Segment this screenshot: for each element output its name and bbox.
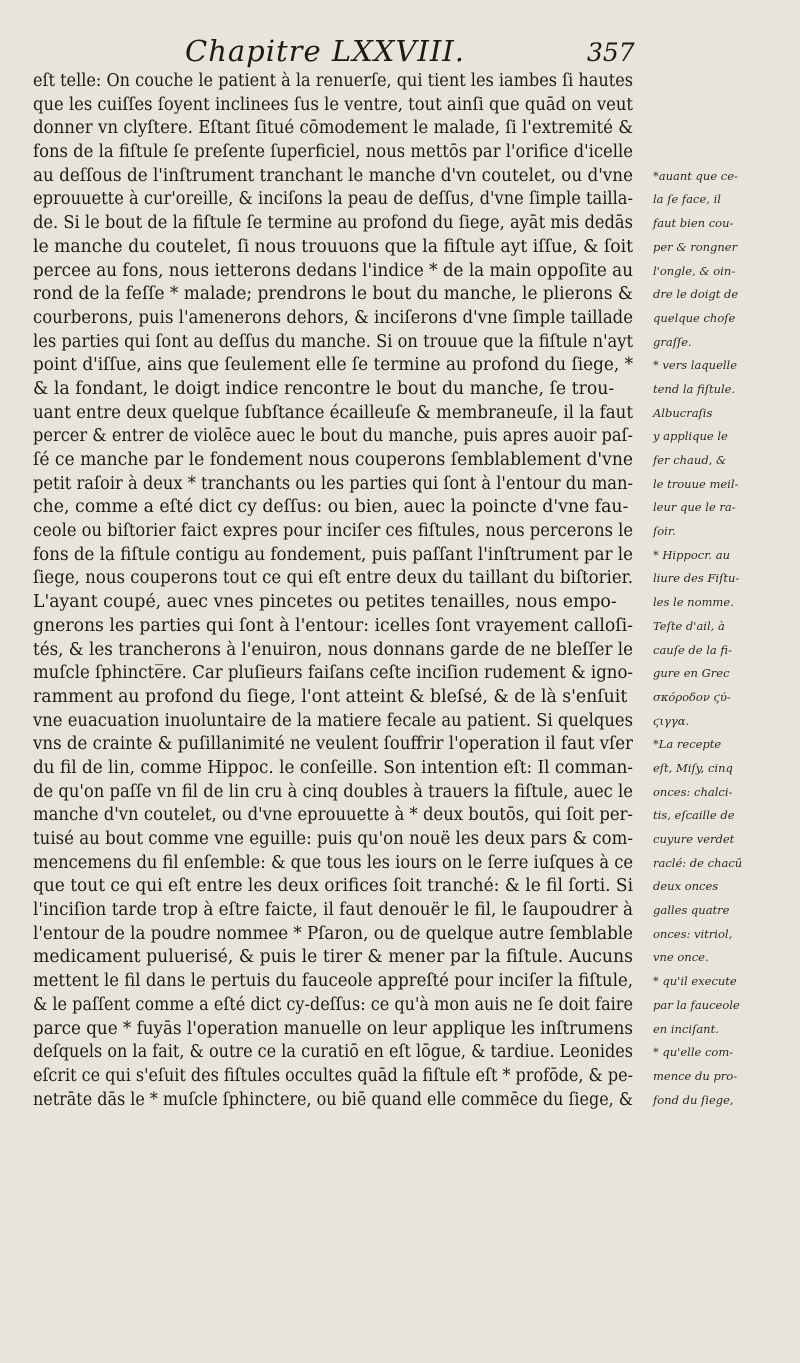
main-text: vns de crainte & puſillanimité ne veulent ſouffrir l'operation il faut vſer: [33, 734, 633, 755]
main-text: ceole ou biſtorier faict expres pour inciſer ces fiſtules, nous percerons le: [33, 521, 633, 542]
margin-note: deux onces: [653, 879, 719, 894]
main-text: courberons, puis l'amenerons dehors, & inciſerons d'vne ſimple taillade: [33, 307, 633, 328]
main-text: ſiege, nous couperons tout ce qui eſt entre deux du taillant du biſtorier.: [33, 568, 633, 589]
main-text: parce que * fuyās l'operation manuelle on leur applique les inſtrumens: [33, 1018, 633, 1039]
main-text: L'ayant coupé, auec vnes pincetes ou petites tenailles, nous empo-: [33, 592, 617, 613]
margin-note: faut bien cou-: [653, 216, 734, 231]
main-text: mettent le fil dans le pertuis du fauceole appreſté pour inciſer la fiſtule,: [33, 971, 633, 992]
text-line: [33, 875, 798, 899]
margin-note: leur que le ra-: [653, 500, 736, 515]
main-text: du fil de lin, comme Hippoc. le conſeille. Son intention eſt: Il comman-: [33, 757, 633, 778]
margin-note: liure des Fiſtu-: [653, 571, 740, 586]
text-line: [33, 923, 798, 947]
text-line: [33, 899, 798, 923]
text-line: [33, 188, 798, 212]
text-line: [33, 94, 798, 118]
text-line: [33, 567, 798, 591]
margin-note: *La recepte: [653, 737, 722, 752]
text-line: [33, 946, 798, 970]
margin-note: * vers laquelle: [653, 358, 738, 373]
margin-note: onces: vitriol,: [653, 926, 733, 941]
main-text: point d'iſſue, ains que ſeulement elle ſe termine au profond du ſiege, *: [33, 355, 633, 376]
main-text: donner vn clyſtere. Eſtant ſitué cōmodement le malade, ſi l'extremité &: [33, 118, 633, 139]
text-line: [33, 757, 798, 781]
margin-note: les le nomme.: [653, 595, 734, 610]
chapter-title: Chapitre LXXVIII.: [185, 34, 465, 68]
text-line: [33, 615, 798, 639]
main-text: manche d'vn coutelet, ou d'vne eprouuette à * deux boutōs, qui ſoit per-: [33, 805, 633, 826]
text-line: [33, 402, 798, 426]
main-text: de. Si le bout de la fiſtule ſe termine au profond du ſiege, ayāt mis dedās: [33, 213, 633, 234]
text-line: [33, 378, 798, 402]
text-line: [33, 1041, 798, 1065]
text-line: [33, 686, 798, 710]
main-text: que les cuiſſes ſoyent inclinees ſus le ventre, tout ainſi que quād on veut: [33, 94, 633, 115]
margin-note: ϛιγγα.: [653, 713, 690, 728]
margin-note: mence du pro-: [653, 1068, 738, 1083]
main-text: ramment au profond du ſiege, l'ont atteint & bleſsé, & de là s'enſuit: [33, 686, 628, 707]
text-line: [33, 496, 798, 520]
main-text: les parties qui ſont au deſſus du manche. Si on trouue que la fiſtule n'ayt: [33, 331, 633, 352]
text-line: [33, 1018, 798, 1042]
main-text: muſcle ſphincte̅re. Car pluſieurs faiſans ceſte inciſion rudement & igno-: [33, 663, 633, 684]
text-line: [33, 544, 798, 568]
main-text: fons de la fiſtule ſe preſente ſuperficiel, nous mettōs par l'orifice d'icelle: [33, 142, 633, 163]
text-line: [33, 733, 798, 757]
margin-note: fer chaud, &: [653, 453, 727, 467]
main-text: medicament puluerisé, & puis le tirer & mener par la fiſtule. Aucuns: [33, 947, 633, 968]
main-text: netrāte dās le * muſcle ſphinctere, ou biē quand elle commēce du ſiege, &: [33, 1089, 633, 1110]
margin-note: graſſe.: [653, 334, 692, 349]
main-text: percee au fons, nous ietterons dedans l'indice * de la main oppoſite au: [33, 260, 633, 281]
text-line: [33, 70, 798, 94]
main-text: mencemens du fil enſemble: & que tous les iours on le ſerre iuſques à ce: [33, 852, 633, 873]
text-line: [33, 117, 798, 141]
margin-note: l'ongle, & oin-: [653, 263, 736, 278]
main-text: & la fondant, le doigt indice rencontre le bout du manche, ſe trou-: [33, 378, 615, 399]
margin-note: quelque choſe: [653, 310, 736, 325]
margin-note: eſt, Miſy, cinq: [653, 760, 733, 775]
text-line: [33, 236, 798, 260]
main-text: au deſſous de l'inſtrument tranchant le manche d'vn coutelet, ou d'vne: [33, 165, 633, 186]
text-line: [33, 970, 798, 994]
text-line: [33, 449, 798, 473]
margin-note: Albucraſis: [653, 405, 713, 420]
text-line: [33, 1065, 798, 1089]
main-text: che, comme a eſté dict cy deſſus: ou bien, auec la poincte d'vne fau-: [33, 497, 629, 518]
main-text: l'inciſion tarde trop à eſtre faicte, il faut denouër le fil, le ſaupoudrer à: [33, 900, 633, 921]
main-text: eſcrit ce qui s'eſuit des fiſtules occultes quād la fiſtule eſt * profōde, & pe-: [33, 1065, 633, 1086]
text-line: [33, 260, 798, 284]
text-line: [33, 283, 798, 307]
margin-note: onces: chalci-: [653, 784, 733, 799]
margin-note: gure en Grec: [653, 666, 730, 681]
main-text: deſquels on la fait, & outre ce la curatiō en eſt lōgue, & tardiue. Leonides: [33, 1042, 633, 1063]
main-text: rond de la feſſe * malade; prendrons le bout du manche, le plierons &: [33, 284, 633, 305]
text-line: [33, 520, 798, 544]
main-text: petit raſoir à deux * tranchants ou les parties qui ſont à l'entour du man-: [33, 473, 633, 494]
margin-note: *auant que ce-: [653, 168, 738, 183]
main-text: eſt telle: On couche le patient à la renuerſe, qui tient les iambes ſi hautes: [33, 71, 633, 91]
text-line: [33, 710, 798, 734]
margin-note: σκόροδον ϛύ-: [653, 689, 731, 704]
main-text: tés, & les trancherons à l'enuiron, nous donnans garde de ne bleſſer le: [33, 639, 633, 660]
text-line: [33, 425, 798, 449]
margin-note: par la fauceole: [653, 997, 740, 1012]
text-line: [33, 1089, 798, 1113]
main-text: eprouuette à cur'oreille, & inciſons la peau de deſſus, d'vne ſimple tailla-: [33, 189, 633, 210]
main-text: ſé ce manche par le fondement nous couperons ſemblablement d'vne: [33, 450, 633, 470]
text-line: [33, 473, 798, 497]
main-text: vne euacuation inuoluntaire de la matiere fecale au patient. Si quelques: [33, 710, 633, 731]
main-text: l'entour de la poudre nommee * Pſaron, ou de quelque autre ſemblable: [33, 923, 633, 944]
margin-note: * Hippocr. au: [653, 547, 731, 562]
margin-note: cauſe de la fi-: [653, 642, 732, 657]
margin-note: * qu'elle com-: [653, 1045, 734, 1060]
main-text: percer & entrer de violēce auec le bout du manche, puis apres auoir paſ-: [33, 426, 633, 447]
main-text: gnerons les parties qui ſont à l'entour: icelles ſont vrayement calloſi-: [33, 615, 633, 636]
margin-note: tis, eſcaille de: [653, 808, 735, 823]
text-line: [33, 781, 798, 805]
text-line: [33, 662, 798, 686]
margin-note: tend la fiſtule.: [653, 381, 736, 396]
main-text: que tout ce qui eſt entre les deux orifices ſoit tranché: & le fil ſorti. Si: [33, 876, 633, 897]
margin-note: raclé: de chacū: [653, 855, 743, 870]
text-line: [33, 804, 798, 828]
main-text: & le paſſent comme a eſté dict cy-deſſus: ce qu'à mon auis ne ſe doit faire: [33, 994, 633, 1015]
margin-note: * qu'il execute: [653, 974, 737, 989]
margin-note: le trouue meil-: [653, 476, 739, 491]
margin-note: fond du ſiege,: [653, 1092, 734, 1107]
page-number: 357: [587, 38, 635, 67]
main-text: de qu'on paſſe vn fil de lin cru à cinq doubles à trauers la fiſtule, auec le: [33, 781, 633, 802]
margin-note: galles quatre: [653, 903, 730, 918]
margin-note: la ſe face, il: [653, 192, 721, 207]
margin-note: en inciſant.: [653, 1021, 719, 1036]
text-line: [33, 591, 798, 615]
text-body: [33, 70, 798, 1112]
text-line: [33, 307, 798, 331]
margin-note: per & rongner: [653, 239, 738, 254]
text-line: [33, 165, 798, 189]
text-line: [33, 331, 798, 355]
main-text: le manche du coutelet, ſi nous trouuons que la fiſtule ayt iſſue, & ſoit: [33, 236, 633, 257]
margin-note: Teſte d'ail, à: [653, 618, 725, 633]
margin-note: cuyure verdet: [653, 832, 735, 846]
margin-note: ſoir.: [653, 524, 676, 539]
main-text: uant entre deux quelque ſubſtance écailleuſe & membraneuſe, il la faut: [33, 402, 633, 423]
text-line: [33, 639, 798, 663]
main-text: fons de la fiſtule contigu au fondement, puis paſſant l'inſtrument par le: [33, 544, 633, 565]
text-line: [33, 994, 798, 1018]
margin-note: y applique le: [653, 429, 728, 444]
text-line: [33, 354, 798, 378]
main-text: tuisé au bout comme vne eguille: puis qu'on nouë les deux pars & com-: [33, 829, 633, 849]
text-line: [33, 852, 798, 876]
margin-note: vne once.: [653, 950, 709, 965]
text-line: [33, 828, 798, 852]
margin-note: dre le doigt de: [653, 287, 739, 302]
text-line: [33, 212, 798, 236]
text-line: [33, 141, 798, 165]
